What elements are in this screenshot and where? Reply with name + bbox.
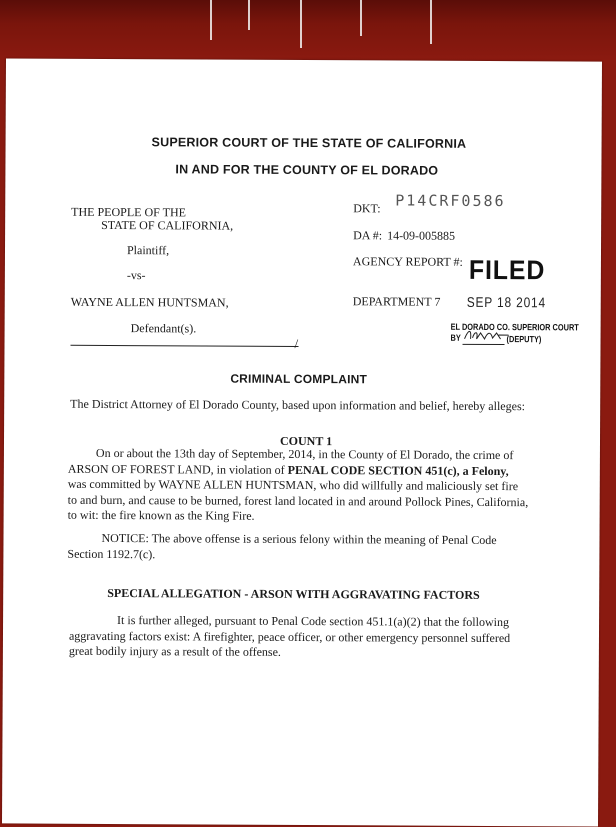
da-label: DA #: [353, 228, 383, 243]
count-text [68, 446, 530, 526]
count-text-a: On or about the 13th day of September, 2014, in the County of El Dorado, the crime of ARSON OF FOREST LAND, in violation of [67, 445, 514, 477]
special-allegation-heading: SPECIAL ALLEGATION - ARSON WITH AGGRAVATING FACTORS [107, 585, 480, 602]
clerk-signature [463, 327, 513, 343]
background-scan-edge [0, 0, 616, 60]
caption-people-line1: THE PEOPLE OF THE [71, 204, 187, 220]
filed-stamp: FILED [468, 254, 546, 286]
caption-defendant-label: Defendant(s). [130, 321, 197, 336]
filed-date: SEP 18 2014 [466, 293, 547, 311]
scan-streak [430, 0, 432, 44]
caption-rule-slash: / [294, 335, 299, 351]
caption-vs: -vs- [126, 268, 146, 283]
court-name: SUPERIOR COURT OF THE STATE OF CALIFORNIA [151, 135, 467, 151]
notice-text: NOTICE: The above offense is a serious felony within the meaning of Penal Code Section 1192.7(c). [67, 530, 497, 561]
scan-streak [248, 0, 250, 30]
department: DEPARTMENT 7 [352, 294, 441, 309]
scan-streak [300, 0, 302, 48]
count-text-b: was committed by WAYNE ALLEN HUNTSMAN, who did willfully and maliciously set fire to and burn, and cause to be burned, forest land located in and around Pollock Pines, California, to wit: the fire known as the King Fire. [67, 476, 529, 523]
caption-plaintiff: Plaintiff, [126, 243, 170, 258]
caption-people-line2: STATE OF CALIFORNIA, [101, 217, 234, 233]
complaint-title: CRIMINAL COMPLAINT [230, 371, 368, 387]
court-county: IN AND FOR THE COUNTY OF EL DORADO [175, 162, 439, 178]
count-text-statute: PENAL CODE SECTION 451(c), a Felony, [287, 462, 509, 478]
special-allegation-text: It is further alleged, pursuant to Penal Code section 451.1(a)(2) that the following aggravating factors exist: A firefighter, peace officer, or other emergency personnel suffered great bodily injury as a result of the offense. [68, 613, 511, 659]
caption-rule [71, 345, 299, 347]
scan-streak [210, 0, 212, 40]
dkt-number: P14CRF0586 [395, 191, 506, 211]
document-page [2, 58, 602, 826]
signature-line [463, 344, 505, 345]
clerk-line: EL DORADO CO. SUPERIOR COURT [450, 321, 579, 333]
count-heading: COUNT 1 [279, 433, 333, 449]
da-number: 14-09-005885 [387, 228, 456, 243]
caption-defendant-name: WAYNE ALLEN HUNTSMAN, [70, 294, 229, 310]
by-label: BY [450, 332, 461, 343]
complaint-intro: The District Attorney of El Dorado County, based upon information and belief, hereby alleges: [70, 396, 526, 414]
agency-report-label: AGENCY REPORT #: [352, 254, 463, 269]
deputy-label: (DEPUTY) [506, 334, 542, 345]
dkt-label: DKT: [353, 201, 381, 216]
scan-streak [360, 0, 362, 36]
